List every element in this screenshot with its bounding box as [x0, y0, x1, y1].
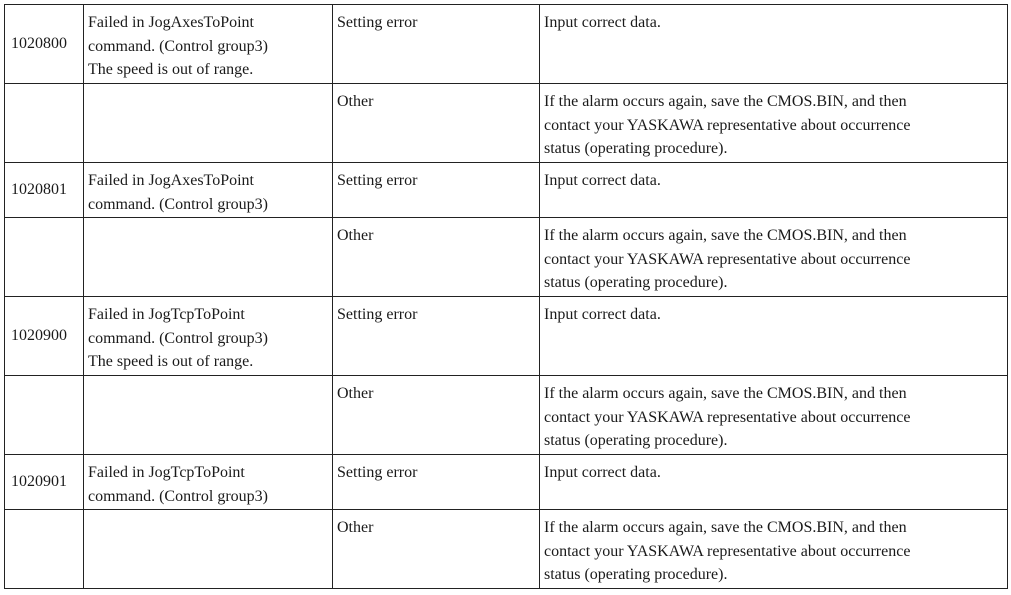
table-row	[5, 297, 1008, 376]
remedy-line: status (operating procedure).	[544, 432, 728, 449]
remedy-line: contact your YASKAWA representative about occurrence	[544, 408, 911, 426]
cause-cell: Setting error	[333, 163, 540, 218]
remedy-cell	[540, 84, 1008, 163]
table-row	[5, 510, 1008, 589]
cause-cell: Other	[333, 218, 540, 297]
remedy-line: contact your YASKAWA representative about occurrence	[544, 116, 911, 134]
alarm-code: 1020901	[5, 455, 84, 510]
remedy-line: If the alarm occurs again, save the CMOS.BIN, and then	[544, 385, 907, 402]
message-line: Failed in JogAxesToPoint	[88, 172, 254, 189]
remedy-cell	[540, 163, 1008, 218]
table-row	[5, 455, 1008, 510]
cause-cell: Setting error	[333, 455, 540, 510]
message-line: Failed in JogTcpToPoint	[88, 464, 245, 481]
empty-cell	[84, 84, 333, 163]
cause-cell: Other	[333, 84, 540, 163]
remedy-line: If the alarm occurs again, save the CMOS.BIN, and then	[544, 227, 907, 244]
empty-cell	[5, 84, 84, 163]
remedy-cell	[540, 218, 1008, 297]
empty-cell	[84, 510, 333, 589]
table-row	[5, 376, 1008, 455]
alarm-code: 1020801	[5, 163, 84, 218]
remedy-cell	[540, 297, 1008, 376]
remedy-line: status (operating procedure).	[544, 566, 728, 583]
cause-cell: Setting error	[333, 297, 540, 376]
remedy-line: status (operating procedure).	[544, 140, 728, 157]
alarm-message	[84, 455, 333, 510]
remedy-line: Input correct data.	[544, 14, 661, 31]
cause-cell: Other	[333, 376, 540, 455]
remedy-cell	[540, 510, 1008, 589]
message-line: command. (Control group3)	[88, 195, 268, 213]
table-row	[5, 5, 1008, 84]
remedy-line: status (operating procedure).	[544, 274, 728, 291]
table-row	[5, 163, 1008, 218]
alarm-message	[84, 297, 333, 376]
alarm-message	[84, 5, 333, 84]
remedy-cell	[540, 455, 1008, 510]
cause-cell: Other	[333, 510, 540, 589]
empty-cell	[5, 376, 84, 455]
remedy-line: If the alarm occurs again, save the CMOS.BIN, and then	[544, 93, 907, 110]
empty-cell	[5, 218, 84, 297]
remedy-line: Input correct data.	[544, 172, 661, 189]
alarm-message	[84, 163, 333, 218]
message-line: command. (Control group3)	[88, 329, 268, 347]
alarm-table	[4, 4, 1008, 589]
cause-cell: Setting error	[333, 5, 540, 84]
remedy-cell	[540, 5, 1008, 84]
empty-cell	[5, 510, 84, 589]
remedy-line: If the alarm occurs again, save the CMOS.BIN, and then	[544, 519, 907, 536]
table-row	[5, 84, 1008, 163]
message-line: command. (Control group3)	[88, 487, 268, 505]
remedy-line: contact your YASKAWA representative about occurrence	[544, 250, 911, 268]
message-line: command. (Control group3)	[88, 37, 268, 55]
empty-cell	[84, 218, 333, 297]
message-line: Failed in JogTcpToPoint	[88, 306, 245, 323]
message-line: The speed is out of range.	[88, 353, 254, 370]
remedy-line: Input correct data.	[544, 464, 661, 481]
table-row	[5, 218, 1008, 297]
empty-cell	[84, 376, 333, 455]
remedy-line: Input correct data.	[544, 306, 661, 323]
alarm-code: 1020900	[5, 297, 84, 376]
message-line: The speed is out of range.	[88, 61, 254, 78]
remedy-cell	[540, 376, 1008, 455]
message-line: Failed in JogAxesToPoint	[88, 14, 254, 31]
alarm-code: 1020800	[5, 5, 84, 84]
remedy-line: contact your YASKAWA representative about occurrence	[544, 542, 911, 560]
